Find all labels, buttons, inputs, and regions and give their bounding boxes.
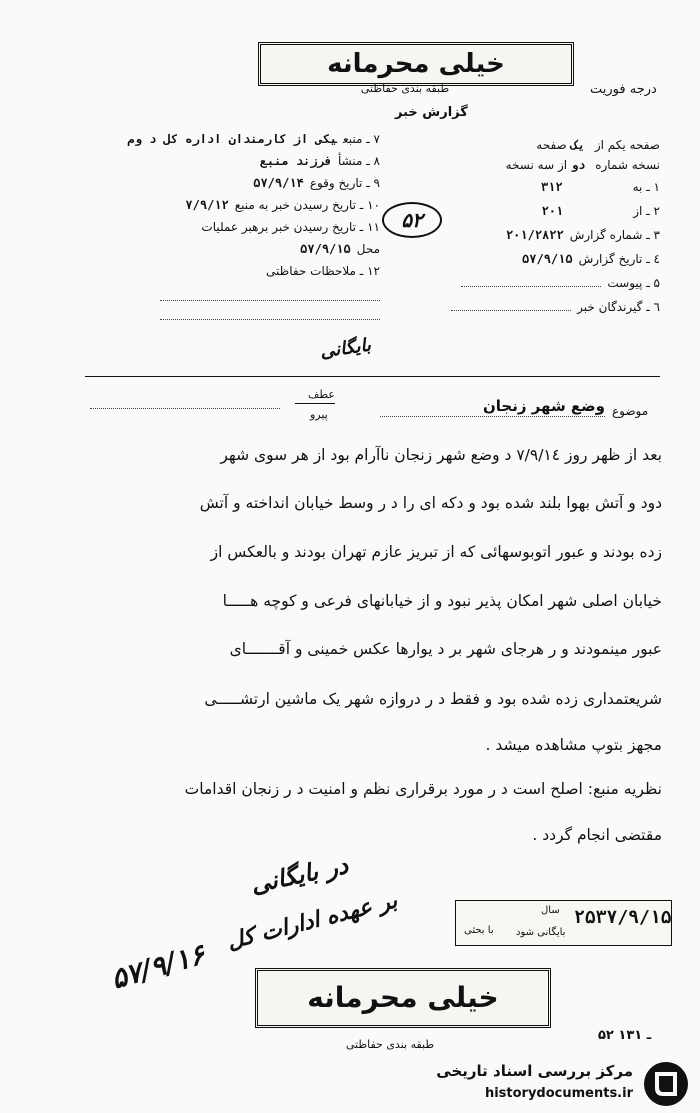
signature-line-2: بر عهده ادارات کل (224, 887, 400, 955)
dotted-line (451, 310, 571, 311)
reference-label: عطف (308, 388, 335, 401)
field-label: ۵ ـ پیوست (607, 276, 660, 290)
field-label: ۱۲ ـ ملاحظات حفاظتی (266, 264, 380, 278)
field-copy (395, 158, 660, 180)
document-code: ۵۲ ـ ۱۳۱ (598, 1028, 652, 1043)
subject-label: موضوع (612, 404, 649, 418)
priority-label: درجه فوریت (590, 82, 657, 97)
field-security-notes (60, 264, 380, 286)
field-label: ۸ ـ منشأ (337, 154, 380, 168)
body-line-8: نظریه منبع: اصلح است د ر مورد برقراری نظم و امنیت د ر زنجان اقدامات (184, 780, 662, 798)
field-value: یک (570, 138, 586, 152)
stamp-year-label: سال (541, 905, 560, 916)
field-origin (60, 154, 380, 176)
body-line-5: عبور مینمودند و ر هرجای شهر بر د یوارها عکس خمینی و آقـــــــای (229, 640, 662, 658)
body-line-4: خیابان اصلی شهر امکان پذیر نبود و از خیابانهای فرعی و کوچه هـــــا (222, 592, 662, 610)
stamp-prefix: با بحثی (464, 925, 494, 936)
field-report-date (395, 252, 660, 276)
body-line-7: مجهز بتوپ مشاهده میشد . (485, 736, 662, 754)
field-to (395, 180, 660, 204)
field-value: ۷/۹/۱۲ (185, 198, 229, 212)
body-line-9: مقتضی انجام گردد . (532, 826, 662, 844)
field-recipients (395, 300, 660, 324)
top-classification-stamp: خیلی محرمانه (258, 42, 574, 86)
field-value: ۵۷/۹/۱۵ (522, 252, 573, 266)
archive-watermark (405, 1058, 695, 1110)
field-ops-received-date (60, 220, 380, 242)
field-value: ۳۱۲ (540, 180, 563, 194)
field-attachment (395, 276, 660, 300)
bottom-classification-stamp: خیلی محرمانه (255, 968, 551, 1028)
field-source-received-date (60, 198, 380, 220)
field-location (60, 242, 380, 264)
field-label: ۳ ـ شماره گزارش (569, 228, 660, 242)
field-label: ٦ ـ گیرندگان خبر (577, 300, 660, 314)
field-page (395, 138, 660, 158)
field-label: ۱۰ ـ تاریخ رسیدن خبر به منبع (234, 198, 380, 212)
watermark-title: مرکز بررسی اسناد تاریخی (436, 1062, 633, 1080)
body-line-6: شریعتمداری زده شده بود و فقط د ر دروازه شهر یک ماشین ارتشـــــی (204, 690, 662, 708)
circled-handwritten-mark: ۵۲ (382, 202, 442, 238)
field-label: ٤ ـ تاریخ گزارش (578, 252, 660, 266)
field-value: دو (570, 158, 586, 172)
dotted-line (160, 319, 380, 320)
archive-logo-icon (641, 1060, 691, 1108)
field-source (60, 132, 380, 154)
top-classification-label: طبقه بندی حفاظتی (360, 82, 450, 95)
subject-dotted-line (380, 416, 605, 417)
body-line-3: زده بودند و عبور اتوبوسهائی که از تبریز عازم تهران بودند و بالعکس از (210, 543, 662, 561)
field-value: ۵۷/۹/۱۴ (253, 176, 304, 190)
body-line-2: دود و آتش بهوا بلند شده بود و دکه ای را د ر وسط خیابان انداخته و آتش (199, 494, 662, 512)
field-label: ۱۱ ـ تاریخ رسیدن خبر برهبر عملیات (201, 220, 380, 234)
field-label: نسخه شماره (595, 158, 660, 172)
field-value: یکی از کارمندان اداره کل د وم (127, 132, 337, 146)
field-label: ۷ ـ منبع (342, 132, 380, 146)
field-occurrence-date (60, 176, 380, 198)
field-label: ۹ ـ تاریخ وقوع (309, 176, 380, 190)
field-suffix: از سه نسخه (505, 158, 568, 172)
signature-line-1: در بایگانی (248, 850, 351, 899)
field-suffix: صفحه (536, 138, 567, 152)
followup-label: پیرو (310, 408, 328, 421)
field-label: ۲ ـ از (633, 204, 660, 218)
stamp-archive-label: بایگانی شود (516, 927, 566, 938)
bottom-classification-label: طبقه بندی حفاظتی (345, 1038, 435, 1051)
field-value: فرزند منبع (259, 154, 332, 168)
watermark-url: historydocuments.ir (484, 1086, 633, 1101)
body-line-1: بعد از ظهر روز ۷/۹/۱٤ د وضع شهر زنجان ناآرام بود از هر سوی شهر (220, 446, 662, 464)
signature-date: ۵۷/۹/۱۶ (107, 937, 209, 996)
field-label: صفحه یکم از (594, 138, 660, 152)
reference-dotted-line (90, 408, 280, 409)
handwritten-note: بایگانی (318, 334, 373, 363)
archive-date-stamp (455, 900, 672, 946)
stamp-date-value: ۲۵۳۷/۹/۱۵ (574, 907, 672, 928)
field-label: محل (356, 242, 380, 256)
form-title: گزارش خبر (395, 105, 468, 120)
reference-divider (295, 403, 335, 404)
field-label: ۱ ـ به (632, 180, 660, 194)
field-value: ۵۷/۹/۱۵ (300, 242, 351, 256)
field-value: ۲۰۱ (541, 204, 564, 218)
dotted-line (160, 300, 380, 301)
subject-value: وضع شهر زنجان (482, 397, 605, 415)
header-divider (85, 376, 660, 377)
dotted-line (461, 286, 601, 287)
left-fields (60, 132, 380, 324)
field-value: ۲۰۱/۲۸۲۲ (505, 228, 564, 242)
